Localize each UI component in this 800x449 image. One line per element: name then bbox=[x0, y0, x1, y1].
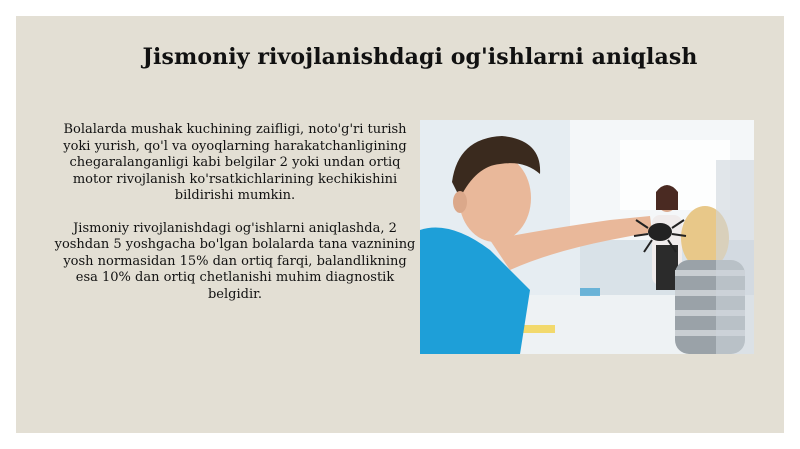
paragraph-diagnostic-criteria: Jismoniy rivojlanishdagi og'ishlarni aniqlashda, 2 yoshdan 5 yoshgacha bo'lgan bolalarda tana vaznining yosh normasidan 15% dan ortiq farqi, balandlikning esa 10% dan ortiq chetlanishi muhim diagnostik belgidir. bbox=[54, 220, 416, 302]
slide-title: Jismoniy rivojlanishdagi og'ishlarni aniqlash bbox=[142, 44, 698, 70]
classroom-photo bbox=[420, 120, 754, 354]
slide bbox=[16, 16, 784, 433]
slide-body bbox=[54, 122, 416, 319]
paragraph-motor-development: Bolalarda mushak kuchining zaifligi, noto'g'ri turish yoki yurish, qo'l va oyoqlarning harakatchanligining chegaralanganligi kabi belgilar 2 yoki undan ortiq motor rivojlanish ko'rsatkichlarining kechikishini bildirishi mumkin. bbox=[63, 122, 407, 203]
